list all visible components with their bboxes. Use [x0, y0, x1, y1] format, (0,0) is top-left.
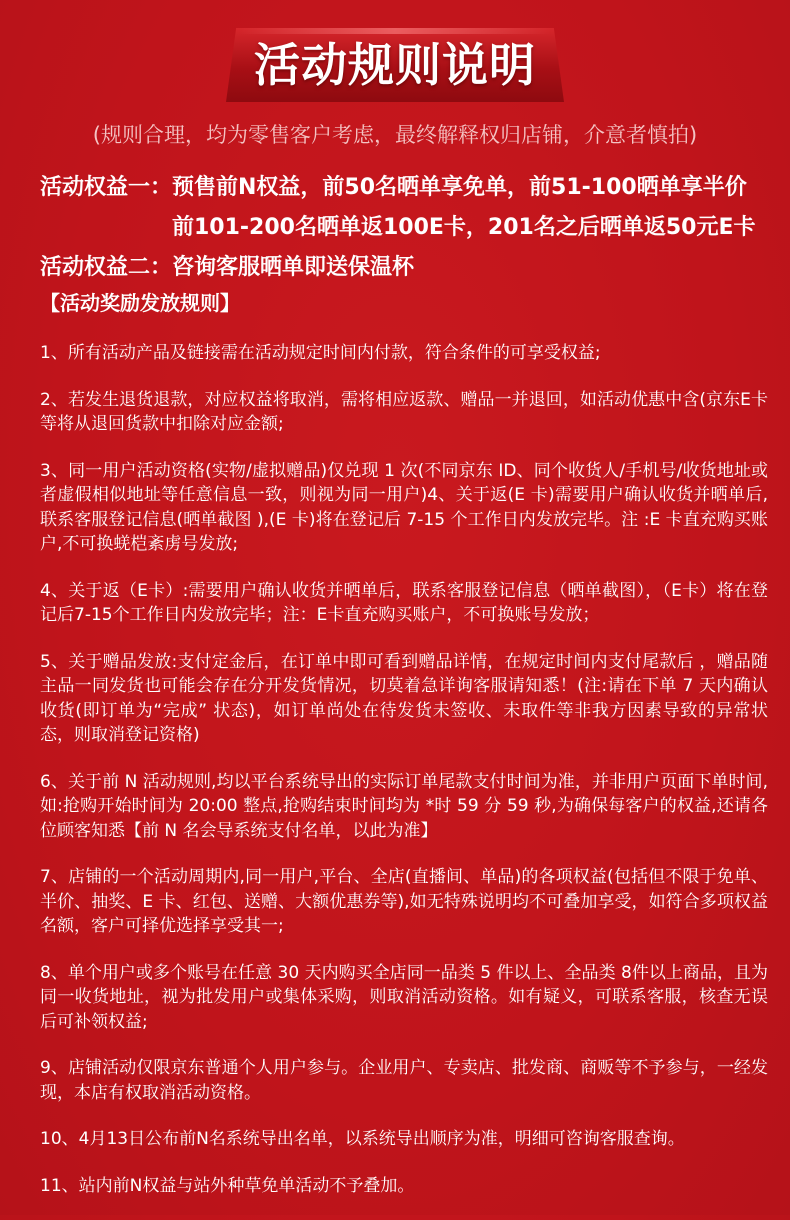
benefit-one-text-line1: 预售前N权益，前50名晒单享免单，前51-100晒单享半价 — [172, 175, 747, 200]
rule-item-10: 10、4月13日公布前N名系统导出名单，以系统导出顺序为准，明细可咨询客服查询。 — [40, 1129, 685, 1149]
rule-item-1: 1、所有活动产品及链接需在活动规定时间内付款，符合条件的可享受权益; — [40, 343, 601, 363]
benefit-one-row-continued — [40, 208, 770, 248]
rule-item-6: 6、关于前 N 活动规则,均以平台系统导出的实际订单尾款支付时间为准，并非用户页面下单时间,如:抢购开始时间为 20:00 整点,抢购结束时间均为 *时 59 分 59 秒,为确保每客户的权益,还请各位顾客知悉【前 N 名会导系统支付名单，以此为准】 — [40, 771, 768, 841]
rule-item-3: 3、同一用户活动资格(实物/虚拟赠品)仅兑现 1 次(不同京东 ID、同个收货人/手机号/收货地址或者虚假相似地址等任意信息一致，则视为同一用户)4、关于返(E 卡)需要用户确认收货并晒单后,联系客服登记信息(晒单截图 ),(E 卡)将在登记后 7-15 个工作日内发放完毕。注 :E 卡直充购买账户,不可换蜣桤紊虏号发放; — [40, 460, 768, 554]
benefit-two-row — [40, 248, 770, 288]
page-title: 活动规则说明 — [254, 38, 536, 92]
rule-item-8: 8、单个用户或多个账号在任意 30 天内购买全店同一品类 5 件以上、全品类 8件以上商品，且为同一收货地址，视为批发用户或集体采购，则取消活动资格。如有疑义，可联系客服，核查无误后可补领权益; — [40, 962, 768, 1032]
subtitle-disclaimer: (规则合理，均为零售客户考虑，最终解释权归店铺，介意者慎拍) — [92, 123, 698, 147]
benefits-section — [40, 168, 770, 288]
rule-item-4: 4、关于返（E卡）:需要用户确认收货并晒单后，联系客服登记信息（晒单截图），（E卡）将在登记后7-15个工作日内发放完毕；注：E卡直充购买账户，不可换账号发放； — [40, 580, 768, 625]
benefit-two-text: 咨询客服晒单即送保温杯 — [172, 255, 415, 280]
rules-list — [40, 341, 768, 1220]
rule-item-5: 5、关于赠品发放:支付定金后，在订单中即可看到赠品详情，在规定时间内支付尾款后 ，赠品随主品一同发货也可能会存在分开发货情况，切莫着急详询客服请知悉！(注:请在下单 7 天内确认收货(即订单为“完成” 状态)，如订单尚处在待发货未签收、未取件等非我方因素导致的异常状态，则取消登记资格) — [40, 651, 768, 745]
benefit-one-text-line2: 前101-200名晒单返100E卡，201名之后晒单返50元E卡 — [172, 215, 756, 240]
rule-item-11: 11、站内前N权益与站外种草免单活动不予叠加。 — [40, 1175, 415, 1196]
rule-item-9: 9、店铺活动仅限京东普通个人用户参与。企业用户、专卖店、批发商、商贩等不予参与，一经发现，本店有权取消活动资格。 — [40, 1058, 768, 1103]
benefit-one-row — [40, 168, 770, 208]
benefit-one-label: 活动权益一： — [40, 175, 173, 200]
title-banner-highlight — [240, 28, 550, 34]
rules-heading: 【活动奖励发放规则】 — [40, 291, 240, 315]
benefit-two-label: 活动权益二： — [40, 255, 173, 280]
rule-item-2: 2、若发生退货退款，对应权益将取消，需将相应返款、赠品一并退回，如活动优惠中含(京东E卡等将从退回货款中扣除对应金额; — [40, 389, 768, 434]
rule-item-7: 7、店铺的一个活动周期内,同一用户,平台、全店(直播间、单品)的各项权益(包括但不限于免单、半价、抽奖、E 卡、红包、送赠、大额优惠券等),如无特殊说明均不可叠加享受，如符合多项权益名额，客户可择优选择享受其一; — [40, 867, 768, 936]
